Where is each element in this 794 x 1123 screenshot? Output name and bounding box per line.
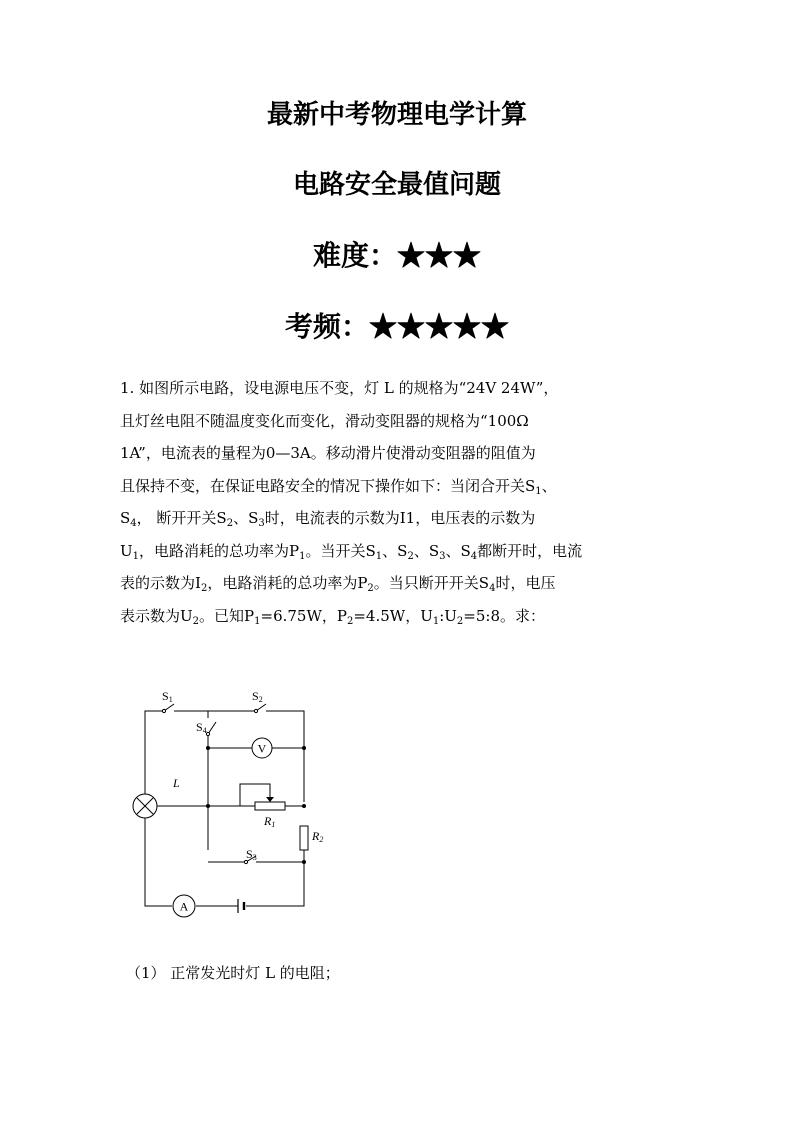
label-r1-sub: 1 — [271, 820, 276, 829]
label-s3-letter: S — [246, 847, 253, 861]
switch-s4 — [206, 722, 216, 736]
subscript: 2 — [226, 518, 234, 529]
voltmeter-label: V — [257, 741, 267, 756]
problem-line-4 — [120, 475, 700, 508]
lamp-icon — [133, 794, 157, 818]
problem-line-8 — [120, 605, 700, 638]
text-run: ， 断开开关S — [136, 509, 227, 527]
text-run: 表的示数为I — [120, 574, 201, 592]
text-run: =5:8。求： — [463, 606, 546, 625]
resistor-r2 — [300, 826, 308, 850]
problem-text — [120, 377, 700, 637]
battery-icon — [238, 899, 244, 913]
circuit-diagram — [130, 680, 324, 925]
text-run: U — [120, 541, 133, 560]
label-s4 — [196, 720, 207, 735]
frequency-rating — [0, 310, 794, 343]
subscript: 2 — [346, 615, 354, 627]
rheostat-r1 — [255, 797, 285, 810]
text-run: 都断开时，电流 — [477, 541, 583, 560]
subscript: 3 — [258, 518, 265, 529]
subscript: 1 — [432, 615, 440, 627]
document-subtitle: 电路安全最值问题 — [292, 170, 501, 200]
subscript: 3 — [439, 550, 446, 562]
label-s2-letter: S — [252, 689, 259, 703]
label-s1-sub: 1 — [168, 695, 173, 704]
label-s3 — [246, 847, 257, 862]
problem-line-5 — [120, 507, 700, 540]
text-run: 时，电压 — [495, 574, 556, 592]
subscript: 2 — [456, 615, 464, 627]
label-s4-letter: S — [196, 720, 203, 734]
text-run: 。已知P — [199, 606, 255, 625]
label-s2 — [252, 689, 263, 704]
subscript: 2 — [407, 550, 414, 562]
difficulty-label: 难度： — [312, 239, 397, 272]
ammeter-icon — [173, 895, 195, 917]
label-r2 — [311, 829, 323, 844]
subscript: 4 — [470, 550, 478, 562]
text-run: ，电路消耗的总功率为P — [139, 541, 300, 560]
subscript: 1 — [254, 615, 261, 627]
subscript: 2 — [200, 583, 208, 594]
document-title: 最新中考物理电学计算 — [266, 100, 527, 130]
question-1: （1） 正常发光时灯 L 的电阻； — [126, 964, 340, 982]
text-run: ，电路消耗的总功率为P — [207, 574, 368, 592]
text-run: =6.75W，P — [260, 606, 347, 625]
label-s1 — [162, 689, 173, 704]
subscript: 4 — [489, 583, 496, 594]
label-s2-sub: 2 — [258, 695, 263, 704]
label-lamp: L — [173, 776, 180, 790]
label-r2-sub: 2 — [319, 835, 324, 844]
text-run: 、S — [233, 509, 259, 527]
label-r1 — [263, 814, 275, 829]
label-r2-letter: R — [312, 829, 320, 843]
label-r1-letter: R — [264, 814, 272, 828]
label-s4-sub: 4 — [202, 726, 207, 735]
text-run: 。当只断开开关S — [373, 574, 490, 592]
text-run: 且保持不变，在保证电路安全的情况下操作如下：当闭合开关S — [120, 476, 536, 495]
text-run: 、S — [382, 541, 408, 560]
text-run: S — [120, 509, 131, 527]
switch-s1 — [162, 704, 174, 713]
voltmeter-icon — [252, 738, 272, 758]
text-run: 表示数为U — [120, 606, 193, 625]
text-run: 、 — [541, 476, 557, 495]
subscript: 2 — [192, 615, 200, 627]
text-run: 、S — [445, 541, 471, 560]
subscript: 1 — [535, 485, 542, 497]
label-s3-sub: 3 — [252, 853, 257, 862]
ammeter-label: A — [179, 899, 189, 914]
subscript: 2 — [367, 583, 374, 594]
text-run: 时，电流表的示数为I1，电压表的示数为 — [264, 509, 536, 527]
problem-line-2: 且灯丝电阻不随温度变化而变化，滑动变阻器的规格为“100Ω — [120, 411, 529, 430]
subscript: 4 — [130, 518, 137, 529]
problem-line-6 — [120, 540, 700, 573]
text-run: 。当开关S — [305, 541, 376, 560]
text-run: 、S — [413, 541, 440, 560]
switch-s2 — [254, 704, 266, 713]
problem-line-1: 1. 如图所示电路，设电源电压不变，灯 L 的规格为“24V 24W”， — [120, 379, 559, 397]
subscript: 1 — [132, 550, 140, 562]
problem-line-3: 1A”，电流表的量程为0—3A。移动滑片使滑动变阻器的阻值为 — [120, 444, 536, 462]
frequency-label: 考频： — [284, 310, 369, 343]
label-s1-letter: S — [162, 689, 169, 703]
text-run: =4.5W，U — [353, 606, 433, 625]
problem-line-7 — [120, 572, 700, 605]
difficulty-rating — [0, 239, 794, 272]
subscript: 1 — [375, 550, 383, 562]
frequency-stars: ★★★★★ — [369, 310, 510, 343]
difficulty-stars: ★★★ — [397, 239, 482, 272]
subscript: 1 — [299, 550, 306, 562]
text-run: :U — [439, 606, 457, 625]
